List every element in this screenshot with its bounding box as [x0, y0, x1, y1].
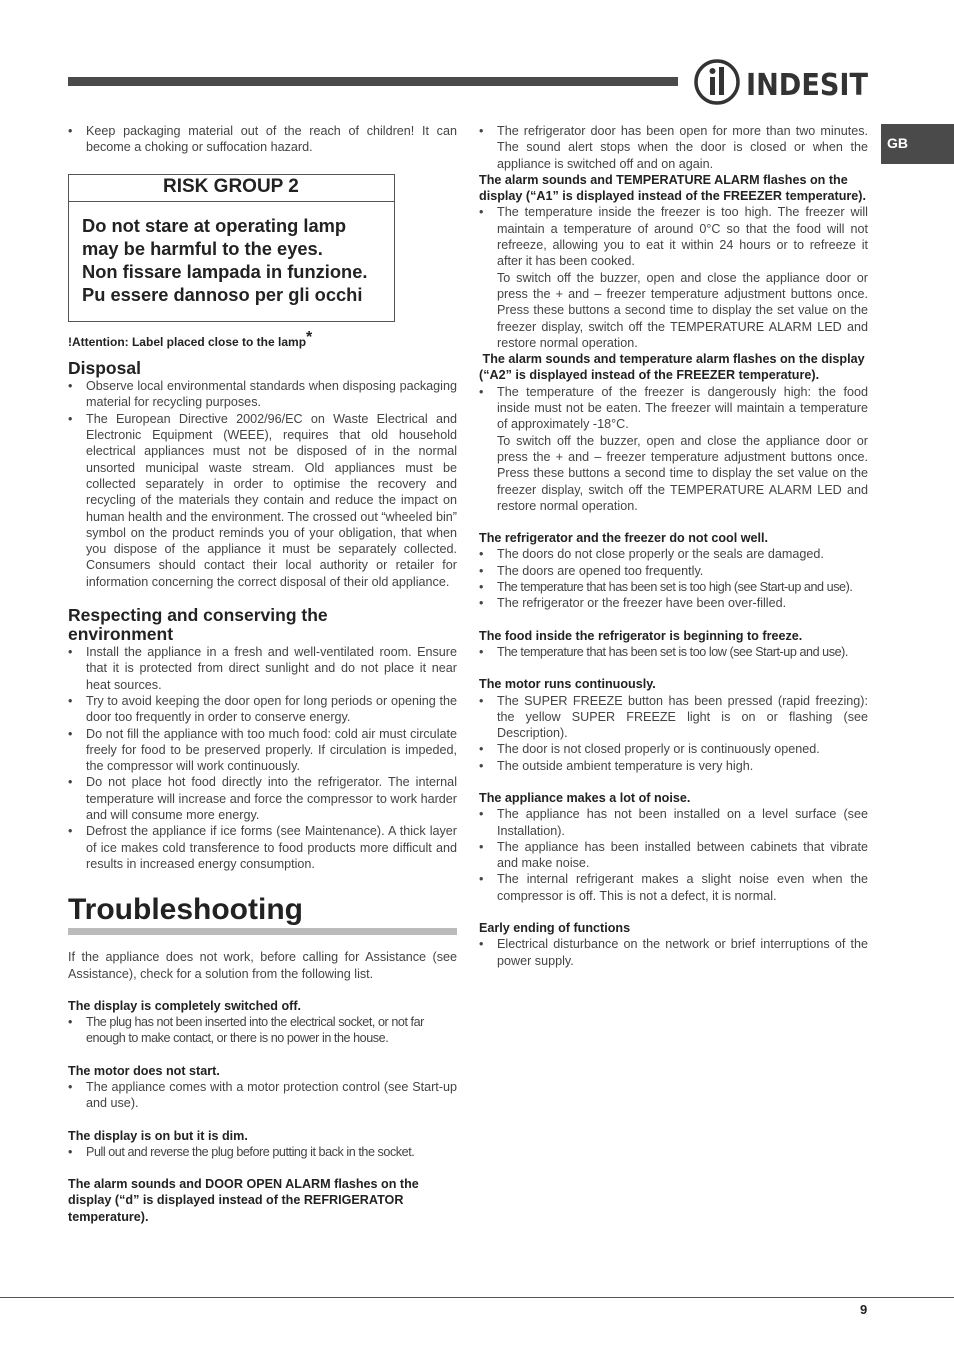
packaging-list	[68, 123, 457, 156]
problem-heading: Early ending of functions	[479, 921, 631, 936]
problem-list	[479, 204, 868, 351]
list-item: • Pull out and reverse the plug before putting it back in the socket.	[68, 1144, 457, 1160]
list-item: • The outside ambient temperature is very high.	[479, 758, 868, 774]
list-item: • Do not fill the appliance with too much food: cold air must circulate freely for food to be preserved properly. If circulation is impeded, the compressor will work continuously.	[68, 726, 457, 775]
list-item	[479, 384, 868, 514]
problem-heading: The display is completely switched off.	[68, 998, 302, 1013]
list-item	[479, 204, 868, 351]
risk-line: Non fissare lampada in funzione.	[82, 260, 368, 282]
footer-rule	[0, 1297, 954, 1298]
problem-heading: The alarm sounds and TEMPERATURE ALARM flashes on the display (“A1” is displayed instead of the FREEZER temperature).	[479, 172, 866, 204]
disposal-heading: Disposal	[68, 358, 141, 379]
problem-heading: The display is on but it is dim.	[68, 1128, 248, 1143]
list-item: • Defrost the appliance if ice forms (see Maintenance). A thick layer of ice makes cold transference to food products more difficult and results in increased energy consumption.	[68, 823, 457, 872]
risk-line: may be harmful to the eyes.	[82, 237, 323, 259]
environment-heading-line: Respecting and conserving the	[68, 605, 328, 626]
list-item-paragraph: • The temperature inside the freezer is too high. The freezer will maintain a temperature of around 0°C so that the food will not refreeze, allowing you to eat it within 24 hours or to refreeze it after it has been cooked.	[497, 205, 868, 269]
indesit-logo	[694, 58, 870, 106]
problem-heading: The motor runs continuously.	[479, 677, 656, 692]
disposal-list	[68, 378, 457, 590]
page-number: 9	[860, 1302, 868, 1317]
list-item: • Keep packaging material out of the reach of children! It can become a choking or suffocation hazard.	[68, 123, 457, 156]
problem-list	[68, 1014, 457, 1047]
attention-note	[68, 328, 457, 350]
list-item: • Observe local environmental standards when disposing packaging material for recycling purposes.	[68, 378, 457, 411]
problem-list	[479, 693, 868, 774]
list-item-paragraph: To switch off the buzzer, open and close the appliance door or press the + and – freezer temperature adjustment buttons once. Press these buttons a second time to display the set value on the freezer display, switch off the TEMPERATURE ALARM LED and restore normal operation.	[497, 270, 868, 350]
list-item: • Install the appliance in a fresh and well-ventilated room. Ensure that it is protected from direct sunlight and do not place it near heat sources.	[68, 644, 457, 693]
problem-list	[479, 546, 868, 611]
list-item-paragraph: To switch off the buzzer, open and close the appliance door or press the + and – freezer temperature adjustment buttons once. Press these buttons a second time to display the set value on the freezer display, switch off the TEMPERATURE ALARM LED and restore normal operation.	[497, 433, 868, 513]
environment-heading-line: environment	[68, 624, 174, 645]
problem-list	[479, 123, 868, 172]
list-item: • The refrigerator door has been open for more than two minutes. The sound alert stops when the door is closed or when the appliance is switched off and on again.	[479, 123, 868, 172]
risk-line: Do not stare at operating lamp	[82, 214, 347, 236]
list-item: • The temperature that has been set is too low (see Start-up and use).	[479, 644, 868, 660]
list-item: • Try to avoid keeping the door open for long periods or opening the door too frequently in order to conserve energy.	[68, 693, 457, 726]
list-item: • Electrical disturbance on the network or brief interruptions of the power supply.	[479, 936, 868, 969]
problem-list	[479, 384, 868, 514]
problem-list	[479, 644, 868, 660]
environment-list	[68, 644, 457, 872]
risk-warning-text	[69, 202, 394, 321]
language-tab[interactable]: GB	[881, 124, 954, 164]
list-item: • The temperature that has been set is too high (see Start-up and use).	[479, 579, 868, 595]
risk-line: Pu essere dannoso per gli occhi	[82, 283, 363, 305]
list-item-paragraph: • The temperature of the freezer is dangerously high: the food inside must not be eaten. The freezer will maintain a temperature of approximately -18°C.	[497, 384, 868, 432]
troubleshooting-heading: Troubleshooting	[68, 894, 457, 935]
troubleshooting-intro: If the appliance does not work, before calling for Assistance (see Assistance), check for a solution from the following list.	[68, 950, 457, 981]
list-item: • The door is not closed properly or is continuously opened.	[479, 741, 868, 757]
header-bar	[68, 77, 678, 86]
risk-group-box	[68, 174, 395, 322]
problem-heading: The food inside the refrigerator is beginning to freeze.	[479, 628, 803, 643]
problem-list	[68, 1144, 457, 1160]
list-item: • The European Directive 2002/96/EC on Waste Electrical and Electronic Equipment (WEEE), requires that old household electrical appliances must not be disposed of in the normal unsorted municipal waste stream. Old appliances must be collected separately in order to optimise the recovery and recycling of the materials they contain and reduce the impact on human health and the environment. The crossed out “wheeled bin” symbol on the product reminds you of your obligation, that when you dispose of the appliance it must be separately collected. Consumers should contact their local authority or retailer for information concerning the correct disposal of their old appliance.	[68, 411, 457, 590]
svg-text:INDESIT: INDESIT	[746, 68, 869, 103]
problem-list	[68, 1079, 457, 1112]
list-item: • The refrigerator or the freezer have been over-filled.	[479, 595, 868, 611]
attention-text: !Attention: Label placed close to the lamp	[68, 334, 307, 349]
problem-list	[479, 806, 868, 904]
left-column	[68, 123, 457, 1225]
list-item: • The appliance has been installed between cabinets that vibrate and make noise.	[479, 839, 868, 872]
list-item: • The appliance has not been installed on a level surface (see Installation).	[479, 806, 868, 839]
attention-asterisk: *	[306, 328, 313, 346]
right-column	[479, 123, 868, 969]
list-item: • The appliance comes with a motor protection control (see Start-up and use).	[68, 1079, 457, 1112]
list-item: • The doors do not close properly or the seals are damaged.	[479, 546, 868, 562]
problem-list	[479, 936, 868, 969]
problem-heading: The alarm sounds and DOOR OPEN ALARM flashes on the display (“d” is displayed instead of the REFRIGERATOR temperature).	[68, 1177, 419, 1224]
problem-heading: The appliance makes a lot of noise.	[479, 790, 691, 805]
list-item: • The internal refrigerant makes a slight noise even when the compressor is off. This is not a defect, it is normal.	[479, 871, 868, 904]
list-item: • The doors are opened too frequently.	[479, 563, 868, 579]
risk-group-title: RISK GROUP 2	[69, 175, 394, 202]
problem-heading: The motor does not start.	[68, 1063, 220, 1078]
environment-heading	[68, 606, 457, 644]
list-item: • The plug has not been inserted into the electrical socket, or not far enough to make contact, or there is no power in the house.	[68, 1014, 457, 1047]
list-item: • Do not place hot food directly into the refrigerator. The internal temperature will increase and force the compressor to work harder and will consume more energy.	[68, 774, 457, 823]
problem-heading: The refrigerator and the freezer do not cool well.	[479, 531, 769, 546]
problem-heading: The alarm sounds and temperature alarm flashes on the display (“A2” is displayed instead of the FREEZER temperature).	[479, 352, 869, 383]
list-item: • The SUPER FREEZE button has been pressed (rapid freezing): the yellow SUPER FREEZE light is on or flashing (see Description).	[479, 693, 868, 742]
